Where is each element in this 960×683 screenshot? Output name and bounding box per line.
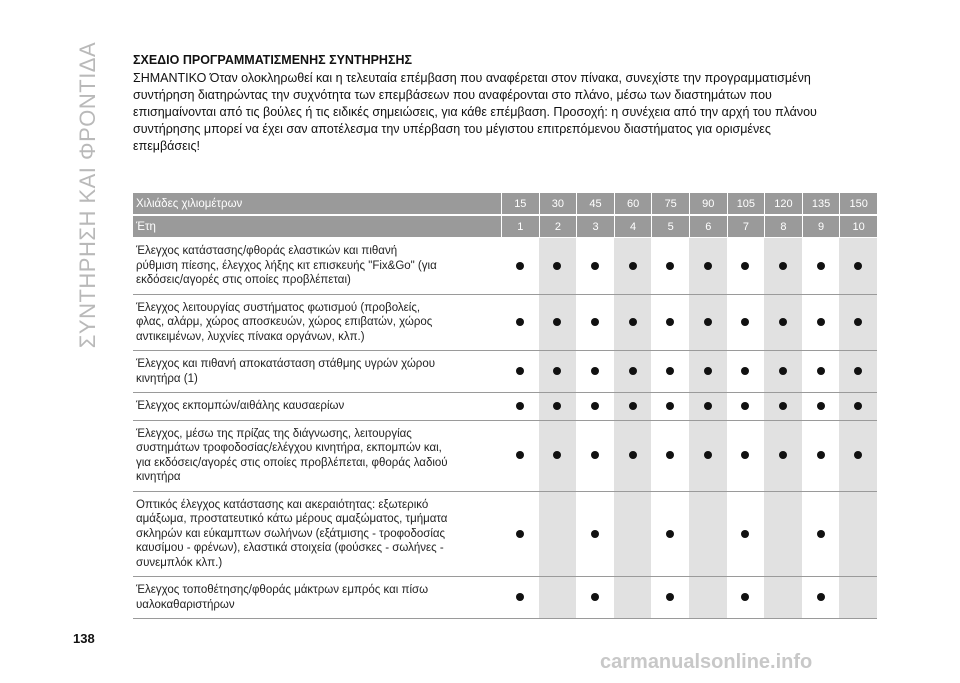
bullet-dot-icon: [553, 402, 561, 410]
year-interval-header: 8: [764, 216, 802, 238]
interval-cell: [727, 238, 765, 295]
bullet-dot-icon: [779, 262, 787, 270]
task-description-line: Έλεγχος και πιθανή αποκατάσταση στάθμης υγρών χώρου: [136, 358, 436, 370]
bullet-dot-icon: [516, 402, 524, 410]
task-description-line: φλας, αλάρμ, χώρος αποσκευών, χώρος επιβατών, χώρος: [136, 316, 433, 328]
bullet-dot-icon: [666, 530, 674, 538]
bullet-dot-icon: [591, 367, 599, 375]
km-header-label: Χιλιάδες χιλιομέτρων: [133, 193, 501, 216]
bullet-dot-icon: [817, 530, 825, 538]
bullet-dot-icon: [779, 451, 787, 459]
table-row: [133, 238, 877, 295]
interval-cell: [802, 295, 840, 352]
interval-cell: [501, 238, 539, 295]
bullet-dot-icon: [779, 367, 787, 375]
interval-cell: [802, 421, 840, 492]
task-description-line: αντικειμένων, λυχνίες πίνακα οργάνων, κλπ.): [136, 330, 365, 343]
interval-cell: [839, 393, 877, 421]
intro-block: [133, 53, 883, 155]
km-interval-header: 30: [539, 193, 577, 216]
interval-cell: [651, 421, 689, 492]
interval-cell: [539, 421, 577, 492]
task-description-line: καυσίμου - φρένων), ελαστικά στοιχεία (φούσκες - σωλήνες -: [136, 542, 444, 554]
task-description: [133, 351, 501, 393]
year-interval-header: 6: [689, 216, 727, 238]
interval-cell: [802, 492, 840, 578]
interval-cell: [614, 421, 652, 492]
interval-cell: [576, 351, 614, 393]
interval-cell: [539, 295, 577, 352]
interval-cell: [839, 492, 877, 578]
header-row-years: [133, 216, 877, 238]
bullet-dot-icon: [779, 318, 787, 326]
task-description-line: συνεμπλόκ κλπ.): [136, 556, 223, 569]
bullet-dot-icon: [553, 262, 561, 270]
task-description-line: αμάξωμα, προστατευτικό κάτω μέρους αμαξώματος, τμήματα: [136, 513, 448, 525]
interval-cell: [727, 295, 765, 352]
interval-cell: [651, 295, 689, 352]
year-interval-header: 3: [576, 216, 614, 238]
bullet-dot-icon: [704, 367, 712, 375]
years-header-label: Έτη: [133, 216, 501, 238]
year-interval-header: 7: [727, 216, 765, 238]
interval-cell: [651, 577, 689, 619]
km-interval-header: 60: [614, 193, 652, 216]
interval-cell: [576, 577, 614, 619]
year-interval-header: 5: [651, 216, 689, 238]
bullet-dot-icon: [817, 593, 825, 601]
task-description: [133, 577, 501, 619]
interval-cell: [802, 238, 840, 295]
table-body: [133, 238, 877, 619]
km-interval-header: 135: [802, 193, 840, 216]
bullet-dot-icon: [817, 318, 825, 326]
interval-cell: [539, 238, 577, 295]
table-row: [133, 421, 877, 492]
intro-line: συντήρησης μπορεί να έχει σαν αποτέλεσμα την υπέρβαση του μέγιστου επιτρεπόμενου διαστήματος για ορισμένες: [133, 122, 771, 136]
bullet-dot-icon: [591, 530, 599, 538]
bullet-dot-icon: [516, 530, 524, 538]
interval-cell: [576, 238, 614, 295]
interval-cell: [576, 492, 614, 578]
interval-cell: [727, 393, 765, 421]
header-row-km: [133, 193, 877, 216]
bullet-dot-icon: [741, 318, 749, 326]
intro-line: συντήρηση διατηρώντας την συχνότητα των επεμβάσεων που αναφέρονται στο πλάνο, μέσω των διαστημάτων που: [133, 88, 772, 102]
bullet-dot-icon: [779, 402, 787, 410]
bullet-dot-icon: [704, 402, 712, 410]
task-description: [133, 295, 501, 352]
km-interval-header: 120: [764, 193, 802, 216]
interval-cell: [501, 351, 539, 393]
table-row: [133, 295, 877, 352]
year-interval-header: 9: [802, 216, 840, 238]
interval-cell: [614, 295, 652, 352]
interval-cell: [539, 577, 577, 619]
km-interval-header: 15: [501, 193, 539, 216]
table-row: [133, 351, 877, 393]
bullet-dot-icon: [817, 367, 825, 375]
interval-cell: [576, 421, 614, 492]
interval-cell: [651, 238, 689, 295]
year-interval-header: 2: [539, 216, 577, 238]
task-description-line: εκδόσεις/αγορές στις οποίες προβλέπεται): [136, 274, 351, 286]
bullet-dot-icon: [817, 262, 825, 270]
task-description-line: κινητήρα: [136, 471, 181, 483]
intro-line: ΣΗΜΑΝΤΙΚΟ Όταν ολοκληρωθεί και η τελευταία επέμβαση που αναφέρεται στον πίνακα, συνεχίστε την προγραμματισμένη: [133, 71, 811, 85]
interval-cell: [839, 577, 877, 619]
bullet-dot-icon: [553, 451, 561, 459]
task-description-line: Έλεγχος εκπομπών/αιθάλης καυσαερίων: [136, 400, 345, 412]
bullet-dot-icon: [591, 593, 599, 601]
task-description-line: σκληρών και εύκαμπτων σωλήνων (εξάτμισης - τροφοδοσίας: [136, 527, 446, 540]
interval-cell: [802, 577, 840, 619]
km-interval-header: 150: [839, 193, 877, 216]
bullet-dot-icon: [516, 593, 524, 601]
interval-cell: [764, 238, 802, 295]
task-description-line: για εκδόσεις/αγορές στις οποίες προβλέπεται, φθοράς λαδιού: [136, 456, 448, 469]
interval-cell: [727, 577, 765, 619]
bullet-dot-icon: [704, 451, 712, 459]
task-description: [133, 492, 501, 578]
year-interval-header: 10: [839, 216, 877, 238]
bullet-dot-icon: [591, 451, 599, 459]
task-description-line: κινητήρα (1): [136, 372, 198, 385]
task-description: [133, 393, 501, 421]
bullet-dot-icon: [591, 262, 599, 270]
task-description-line: Έλεγχος τοποθέτησης/φθοράς μάκτρων εμπρός και πίσω: [136, 584, 429, 596]
interval-cell: [689, 295, 727, 352]
interval-cell: [614, 393, 652, 421]
bullet-dot-icon: [629, 402, 637, 410]
interval-cell: [651, 351, 689, 393]
interval-cell: [689, 492, 727, 578]
bullet-dot-icon: [854, 451, 862, 459]
km-interval-header: 45: [576, 193, 614, 216]
bullet-dot-icon: [516, 451, 524, 459]
interval-cell: [501, 295, 539, 352]
bullet-dot-icon: [666, 593, 674, 601]
task-description-line: Έλεγχος λειτουργίας συστήματος φωτισμού (προβολείς,: [136, 301, 421, 314]
interval-cell: [689, 577, 727, 619]
interval-cell: [501, 577, 539, 619]
bullet-dot-icon: [629, 451, 637, 459]
interval-cell: [802, 393, 840, 421]
interval-cell: [539, 492, 577, 578]
interval-cell: [764, 577, 802, 619]
bullet-dot-icon: [591, 318, 599, 326]
table-row: [133, 492, 877, 578]
task-description-line: Έλεγχος κατάστασης/φθοράς ελαστικών και πιθανή: [136, 245, 398, 257]
interval-cell: [727, 351, 765, 393]
bullet-dot-icon: [817, 402, 825, 410]
bullet-dot-icon: [741, 367, 749, 375]
km-interval-header: 105: [727, 193, 765, 216]
interval-cell: [539, 351, 577, 393]
interval-cell: [501, 421, 539, 492]
bullet-dot-icon: [854, 318, 862, 326]
year-interval-header: 1: [501, 216, 539, 238]
task-description-line: Οπτικός έλεγχος κατάστασης και ακεραιότητας: εξωτερικό: [136, 498, 429, 511]
bullet-dot-icon: [666, 262, 674, 270]
interval-cell: [764, 351, 802, 393]
km-interval-header: 90: [689, 193, 727, 216]
interval-cell: [501, 492, 539, 578]
task-description: [133, 421, 501, 492]
bullet-dot-icon: [666, 402, 674, 410]
bullet-dot-icon: [854, 367, 862, 375]
interval-cell: [764, 421, 802, 492]
bullet-dot-icon: [516, 262, 524, 270]
interval-cell: [839, 421, 877, 492]
bullet-dot-icon: [854, 402, 862, 410]
interval-cell: [689, 238, 727, 295]
interval-cell: [651, 393, 689, 421]
bullet-dot-icon: [516, 318, 524, 326]
table-row: [133, 393, 877, 421]
bullet-dot-icon: [666, 451, 674, 459]
interval-cell: [576, 295, 614, 352]
bullet-dot-icon: [741, 593, 749, 601]
bullet-dot-icon: [741, 262, 749, 270]
interval-cell: [727, 492, 765, 578]
watermark: carmanualsonline.info: [600, 651, 813, 673]
intro-line: επεμβάσεις!: [133, 139, 200, 153]
bullet-dot-icon: [666, 367, 674, 375]
interval-cell: [614, 492, 652, 578]
bullet-dot-icon: [666, 318, 674, 326]
interval-cell: [614, 351, 652, 393]
year-interval-header: 4: [614, 216, 652, 238]
interval-cell: [689, 351, 727, 393]
interval-cell: [764, 492, 802, 578]
interval-cell: [689, 421, 727, 492]
bullet-dot-icon: [741, 402, 749, 410]
interval-cell: [839, 238, 877, 295]
km-interval-header: 75: [651, 193, 689, 216]
interval-cell: [576, 393, 614, 421]
bullet-dot-icon: [553, 367, 561, 375]
bullet-dot-icon: [629, 262, 637, 270]
section-side-title: [58, 41, 118, 349]
maintenance-schedule-table: [133, 193, 877, 619]
interval-cell: [839, 295, 877, 352]
intro-heading: ΣΧΕΔΙΟ ΠΡΟΓΡΑΜΜΑΤΙΣΜΕΝΗΣ ΣΥΝΤΗΡΗΣΗΣ: [133, 53, 412, 67]
task-description-line: υαλοκαθαριστήρων: [136, 598, 235, 611]
interval-cell: [539, 393, 577, 421]
bullet-dot-icon: [854, 262, 862, 270]
interval-cell: [501, 393, 539, 421]
section-side-title-text: ΣΥΝΤΗΡΗΣΗ ΚΑΙ ΦΡΟΝΤΙΔΑ: [75, 41, 100, 349]
interval-cell: [727, 421, 765, 492]
bullet-dot-icon: [704, 262, 712, 270]
bullet-dot-icon: [741, 451, 749, 459]
interval-cell: [614, 238, 652, 295]
bullet-dot-icon: [629, 318, 637, 326]
task-description-line: συστημάτων τροφοδοσίας/ελέγχου κινητήρα, εκπομπών και,: [136, 442, 442, 454]
bullet-dot-icon: [553, 318, 561, 326]
interval-cell: [839, 351, 877, 393]
bullet-dot-icon: [516, 367, 524, 375]
page-number: 138: [73, 631, 95, 646]
bullet-dot-icon: [817, 451, 825, 459]
bullet-dot-icon: [629, 367, 637, 375]
task-description-line: ρύθμιση πίεσης, έλεγχος λήξης κιτ επισκευής "Fix&Go" (για: [136, 259, 437, 272]
intro-body: [133, 70, 883, 155]
interval-cell: [764, 393, 802, 421]
interval-cell: [651, 492, 689, 578]
table-row: [133, 577, 877, 619]
interval-cell: [764, 295, 802, 352]
task-description-line: Έλεγχος, μέσω της πρίζας της διάγνωσης, λειτουργίας: [136, 427, 412, 440]
intro-line: επισημαίνονται από τις βούλες ή τις ειδικές σημειώσεις, για κάθε επέμβαση. Προσοχή: η συνέχεια από την αρχή του πλάνου: [133, 105, 817, 119]
interval-cell: [689, 393, 727, 421]
bullet-dot-icon: [591, 402, 599, 410]
task-description: [133, 238, 501, 295]
bullet-dot-icon: [741, 530, 749, 538]
interval-cell: [802, 351, 840, 393]
interval-cell: [614, 577, 652, 619]
bullet-dot-icon: [704, 318, 712, 326]
